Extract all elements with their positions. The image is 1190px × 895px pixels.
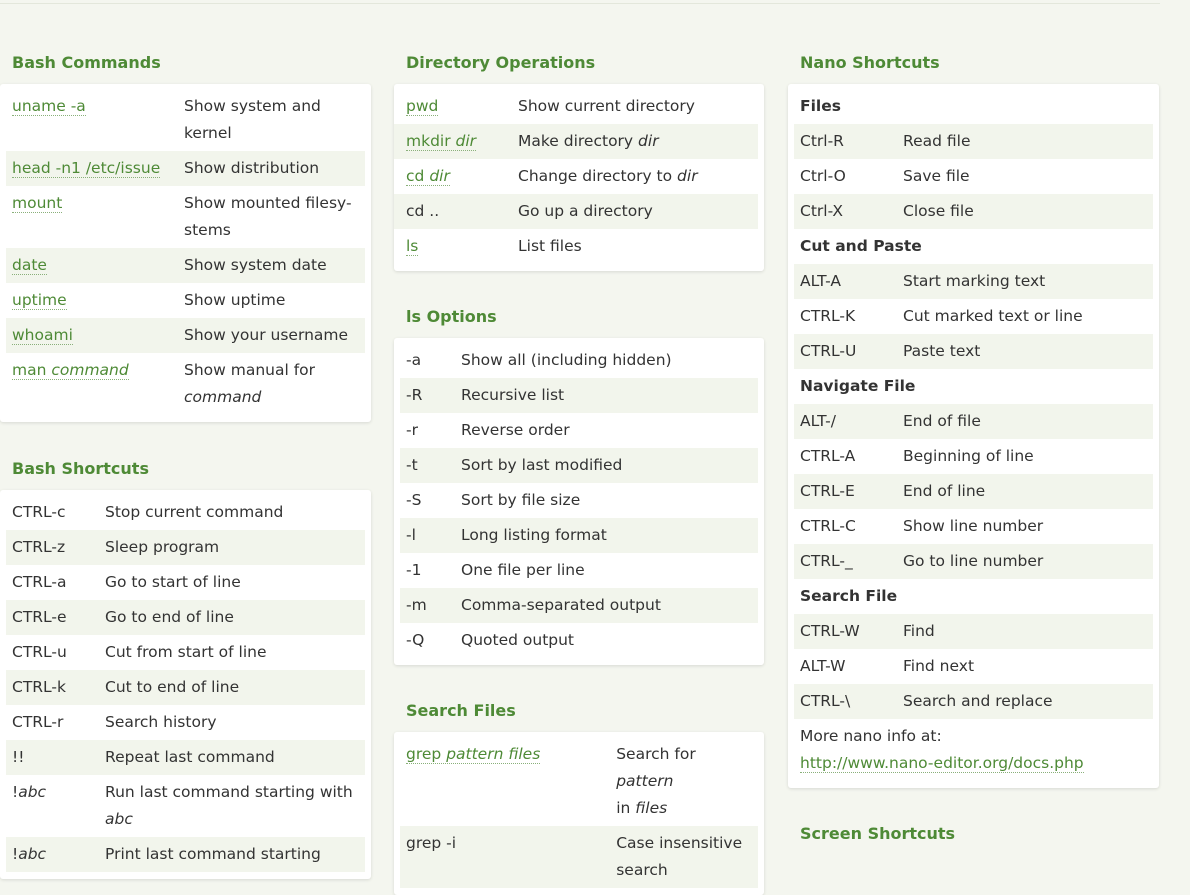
table-row: cd .. Go up a directory: [394, 194, 758, 229]
nano-shortcuts-table: [794, 89, 1153, 719]
table-row: ALT-W Find next: [800, 657, 975, 675]
cmd-desc: Show manual for command: [184, 361, 316, 406]
table-row: [6, 353, 365, 415]
table-row: CTRL-a Go to start of line: [12, 573, 241, 591]
table-row: -l Long listing format: [400, 518, 758, 553]
bash-shortcuts-heading: Bash Shortcuts: [12, 459, 149, 478]
bash-shortcuts-card: [0, 490, 371, 879]
cmd-link[interactable]: mkdir dir: [406, 132, 477, 150]
table-row: CTRL-e Go to end of line: [6, 600, 365, 635]
section-header: Files: [800, 97, 841, 115]
directory-operations-table: [394, 89, 758, 264]
table-row: CTRL-k Cut to end of line: [6, 670, 365, 705]
table-row: -m Comma-separated output: [400, 588, 758, 623]
table-row: -r Reverse order: [406, 421, 570, 439]
column-left: [0, 52, 371, 879]
cmd-desc: Show mounted filesy-stems: [184, 194, 352, 239]
nano-shortcuts-heading: Nano Shortcuts: [800, 53, 940, 72]
nano-docs-link[interactable]: http://www.nano-editor.org/docs.php: [800, 754, 1084, 772]
directory-operations-card: [394, 84, 764, 271]
cmd-link[interactable]: ls: [406, 237, 419, 255]
cmd-desc: Show uptime: [184, 291, 286, 309]
bash-commands-heading: Bash Commands: [12, 53, 161, 72]
table-row: CTRL-E End of line: [794, 474, 1153, 509]
cmd-link[interactable]: whoami: [12, 326, 73, 344]
table-row: -t Sort by last modified: [400, 448, 758, 483]
ls-options-table: [400, 343, 758, 658]
cmd-desc: Show system date: [178, 248, 365, 283]
search-files-card: [394, 732, 764, 895]
table-row: CTRL-\ Search and replace: [794, 684, 1153, 719]
table-row: grep pattern files Search for pattern in files: [406, 745, 696, 817]
table-row: grep -i Case insensitive search: [400, 826, 758, 888]
table-row: [6, 89, 365, 151]
bash-commands-card: [0, 84, 371, 422]
table-row: CTRL-U Paste text: [794, 334, 1153, 369]
table-row: [6, 318, 365, 353]
table-row: [6, 248, 365, 283]
table-row: CTRL-C Show line number: [800, 517, 1044, 535]
bash-commands-table: [6, 89, 365, 415]
table-row: Ctrl-R Read file: [794, 124, 1153, 159]
section-header: Search File: [800, 587, 898, 605]
cmd-link[interactable]: date: [12, 256, 47, 274]
search-files-table: [400, 737, 758, 888]
table-row: pwd Show current directory: [406, 97, 695, 115]
table-row: [6, 186, 365, 248]
ls-options-card: [394, 338, 764, 665]
table-row: CTRL-u Cut from start of line: [12, 643, 267, 661]
cmd-link[interactable]: man command: [12, 361, 129, 379]
table-row: !abc Print last command starting: [6, 837, 365, 872]
table-row: CTRL-_ Go to line number: [794, 544, 1153, 579]
section-header: Navigate File: [800, 377, 916, 395]
table-row: [6, 283, 365, 318]
screen-shortcuts-heading: Screen Shortcuts: [800, 824, 956, 843]
table-row: mkdir dir Make directory dir: [394, 124, 758, 159]
table-row: ls List files: [406, 237, 582, 255]
table-row: CTRL-r Search history: [12, 713, 217, 731]
bash-shortcuts-table: [6, 495, 365, 872]
cmd-desc: Show system and kernel: [184, 97, 321, 142]
table-row: -a Show all (including hidden): [406, 351, 672, 369]
table-row: -1 One file per line: [406, 561, 585, 579]
table-row: Ctrl-X Close file: [794, 194, 1153, 229]
table-row: ALT-A Start marking text: [794, 264, 1153, 299]
table-row: -R Recursive list: [400, 378, 758, 413]
cmd-link[interactable]: cd dir: [406, 167, 450, 185]
table-row: !! Repeat last command: [6, 740, 365, 775]
nano-shortcuts-card: [788, 84, 1159, 788]
cmd-link[interactable]: grep pattern files: [406, 745, 541, 763]
cmd-link[interactable]: mount: [12, 194, 63, 212]
table-row: cd dir Change directory to dir: [406, 167, 698, 185]
table-row: Ctrl-O Save file: [800, 167, 970, 185]
table-row: -Q Quoted output: [406, 631, 575, 649]
table-row: CTRL-z Sleep program: [6, 530, 365, 565]
table-row: CTRL-c Stop current command: [12, 503, 284, 521]
search-files-heading: Search Files: [406, 701, 516, 720]
directory-operations-heading: Directory Operations: [406, 53, 596, 72]
table-row: CTRL-W Find: [794, 614, 1153, 649]
column-middle: [394, 52, 764, 895]
table-row: -S Sort by file size: [406, 491, 581, 509]
cmd-link[interactable]: uptime: [12, 291, 67, 309]
table-row: CTRL-K Cut marked text or line: [800, 307, 1083, 325]
cmd-link[interactable]: uname -a: [12, 97, 86, 115]
table-row: ALT-/ End of file: [794, 404, 1153, 439]
table-row: CTRL-A Beginning of line: [800, 447, 1034, 465]
cmd-desc: Show distribution: [178, 151, 365, 186]
table-row: !abc Run last command starting with abc: [12, 783, 353, 828]
ls-options-heading: ls Options: [406, 307, 497, 326]
cmd-link[interactable]: pwd: [406, 97, 439, 115]
top-divider: [0, 3, 1160, 4]
column-right: [788, 52, 1159, 855]
nano-more-info: More nano info at: http://www.nano-editor.org/docs.php: [800, 727, 1084, 772]
cmd-link[interactable]: head -n1 /etc/issue: [12, 159, 161, 177]
cmd-desc: Show your username: [178, 318, 365, 353]
table-row: [6, 151, 365, 186]
section-header: Cut and Paste: [800, 237, 922, 255]
